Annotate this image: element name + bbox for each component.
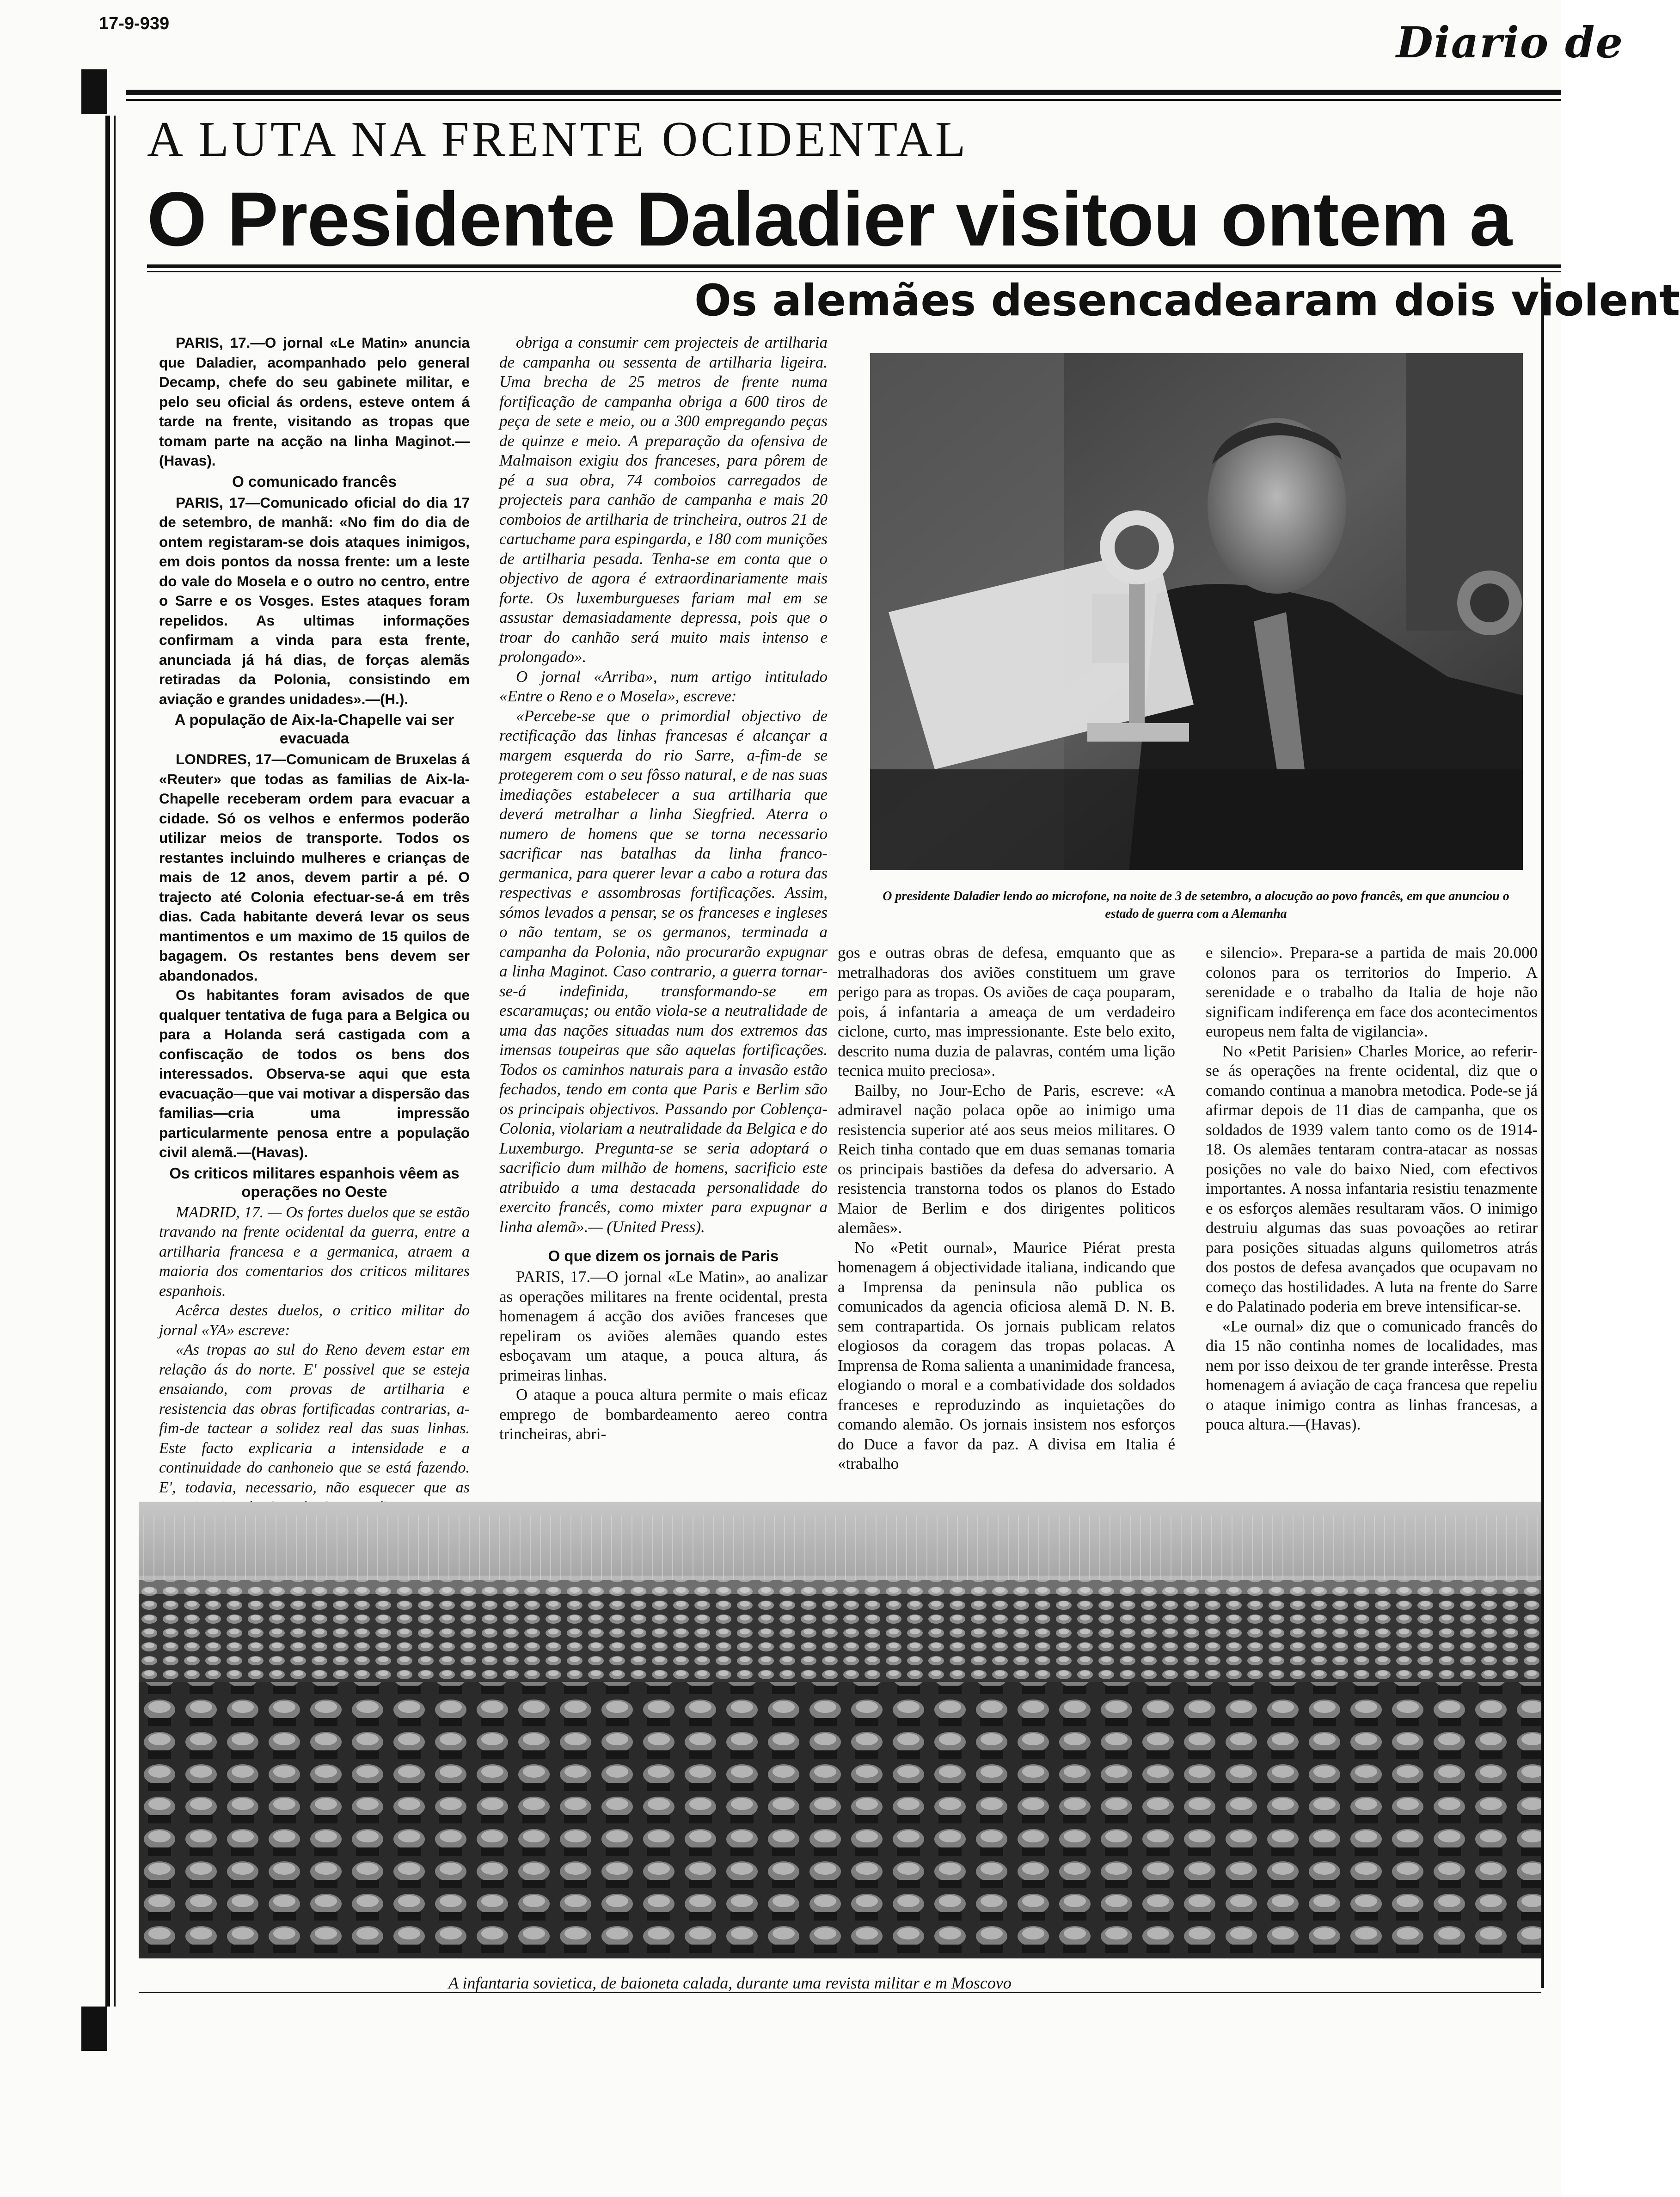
paragraph: Bailby, no Jour-Echo de Paris, escreve: «A admiravel nação polaca opõe ao inimigo uma resistencia superior até aos seus meios militares. O Reich tinha contado que em duas semanas tomaria os principais bastiões da defesa do adversario. A resistencia transtorna todos os planos do Estado Maior de Berlim e dos dirigentes politicos alemães». [838, 1081, 1175, 1237]
corner-marker-bottom [81, 2007, 107, 2051]
paragraph: «Le ournal» diz que o comunicado francês do dia 15 não continha nomes de localidades, mas nem por isso deixou de ter grande interêsse. Presta homenagem á aviação de caça francesa que repeliu o ataque inimigo contra as linhas francesas, a pouca altura.—(Havas). [1206, 1317, 1538, 1433]
article-column-1 [159, 333, 470, 1496]
soviet-photo-caption: A infantaria sovietica, de baioneta calada, durante uma revista militar e m Moscovo [448, 1974, 1012, 1992]
top-rule-thin [126, 99, 1561, 101]
section-kicker: A LUTA NA FRENTE OCIDENTAL [147, 112, 969, 167]
article-column-3 [838, 943, 1175, 1489]
article-column-4 [1206, 943, 1538, 1489]
corner-marker-top [81, 69, 107, 114]
paragraph: PARIS, 17.—O jornal «Le Matin», ao analizar as operações militares na frente ocidental, presta homenagem á acção dos aviões franceses que repeliram os aviões alemães quando estes esboçavam um ataque, a pouca altura, ás primeiras linhas. [499, 1268, 828, 1384]
paragraph: Os habitantes foram avisados de que qualquer tentativa de fuga para a Belgica ou para a Holanda será castigada com a confiscação de todos os bens dos interessados. Observa-se aqui que esta evacuação—que vai motivar a dispersão das familias—cria uma impressão particularmente penosa entre a população civil alemã.—(Havas). [159, 987, 470, 1160]
top-rule [126, 90, 1561, 95]
right-edge-rule [1541, 277, 1544, 1988]
section-heading: Os criticos militares espanhois vêem as operações no Oeste [169, 1164, 460, 1200]
section-heading: A população de Aix-la-Chapelle vai ser evacuada [174, 711, 454, 747]
paragraph: gos e outras obras de defesa, emquanto que as metralhadoras dos aviões constituem um grave perigo para as tropas. Os aviões de caça pouparam, pois, á infantaria a ameaça de um verdadeiro ciclone, curto, mas impressionante. Este belo exito, descrito numa duzia de palavras, contém uma lição tecnica muito preciosa». [838, 944, 1175, 1080]
page-date: 17-9-939 [99, 14, 170, 33]
masthead: Diario de [1396, 18, 1624, 68]
paragraph: LONDRES, 17—Comunicam de Bruxelas á «Reuter» que todas as familias de Aix-la-Chapelle receberam ordem para evacuar a cidade. Só os velhos e enfermos poderão utilizar meios de transporte. Todos os restantes incluindo mulheres e crianças de mais de 12 anos, devem partir a pé. O trajecto até Colonia efectuar-se-á em três dias. Cada habitante deverá levar os seus mantimentos e um maximo de 15 quilos de bagagem. Os restantes bens devem ser abandonados. [159, 751, 470, 984]
paragraph: O jornal «Arriba», num artigo intitulado «Entre o Reno e o Mosela», escreve: [499, 667, 828, 705]
paragraph: obriga a consumir cem projecteis de artilharia de campanha ou sessenta de artilharia ligeira. Uma brecha de 25 metros de frente numa fortificação de campanha obriga a 600 tiros de peça de sete e meio, ou a 300 empregando peças de quinze e meio. A preparação da ofensiva de Malmaison exigiu dos franceses, para pôrem de pé a sua obra, 74 comboios carregados de projecteis para canhão de campanha e mais 20 comboios de artilharia de trincheira, outros 21 de cartuchame para espingarda, e 180 com munições de artilharia pesada. Tenha-se em conta que o objectivo de agora é extraordinariamente mais forte. Os luxemburgueses fariam mal em se assustar demasiadamente depressa, pois que o troar do canhão será muito mais intenso e prolongado». [499, 333, 828, 666]
paragraph: «As tropas ao sul do Reno devem estar em relação ás do norte. E' possivel que se esteja ensaiando, com provas de artilharia e resistencia das obras fortificadas contrarias, a-fim-de tactear a solidez real das suas linhas. Este facto explicaria a intensidade e a continuidade do canhoneio que se está fazendo. E', todavia, necessario, não esquecer que as [159, 1341, 470, 1496]
soviet-infantry-photo [139, 1502, 1541, 1958]
paragraph: No «Petit Parisien» Charles Morice, ao referir-se ás operações na frente ocidental, diz que o comando continua a manobra metodica. Pode-se já afirmar depois de 11 dias de campanha, que os soldados de 1939 valem tanto como os de 1914-18. Os alemães tentaram contra-atacar as nossas posições no vale do baixo Nied, com efectivos importantes. A nossa infantaria resistiu tenazmente e os esforços alemães resultaram vãos. O inimigo destruiu algumas das suas povoações ao retirar para posições situadas alguns quilometros atrás dos postos de defesa avançados que ocupavam no começo das hostilidades. A luta na frente do Sarre e do Palatinado poderia em breve intensificar-se. [1206, 1042, 1538, 1315]
paragraph: PARIS, 17—Comunicado oficial do dia 17 de setembro, de manhã: «No fim do dia de ontem registaram-se dois ataques inimigos, em dois pontos da nossa frente: um a leste do vale do Mosela e o outro no centro, entre o Sarre e os Vosges. Estes ataques foram repelidos. As ultimas informações confirmam a vinda para esta frente, anunciada já há dias, de forças alemãs retiradas da Polonia, consistindo em aviação e grandes unidades».—(H.). [159, 494, 470, 707]
paragraph: «Percebe-se que o primordial objectivo de rectificação das linhas francesas é alcançar a margem esquerda do rio Sarre, a-fim-de se protegerem com o seu fôsso natural, e de nas suas imediações estabelecer a sua artilharia que deverá metralhar a linha Siegfried. Aterra o numero de homens que se torna necessario sacrificar nas batalhas da linha franco-germanica, para querer levar a cabo a rotura das respectivas e assombrosas fortificações. Assim, sómos levados a pensar, se os franceses e ingleses o não tentam, se os germanos, terminada a campanha da Polonia, não procurarão expugnar a linha Maginot. Caso contrario, a guerra tornar-se-á indefinida, transformando-se em escaramuças; ou então viola-se a neutralidade de uma das nações situadas num dos extremos das imensas toupeiras que são aquelas fortificações. Todos os caminhos naturais para a invasão estão fechados, tendo em conta que Paris e Berlim são os principais objectivos. Passando por Coblença-Colonia, violariam a neutralidade da Belgica e do Luxemburgo. Pregunta-se se seria adoptará o sacrificio dum milhão de homens, sacrificio este atribuido a uma destacada personalidade do exercito francês, como mixter para expugnar a linha alemã».— (United Press). [499, 706, 828, 1236]
headline-rule [147, 264, 1561, 268]
paragraph: No «Petit ournal», Maurice Piérat presta homenagem á objectividade italiana, indicando que a Imprensa da peninsula não publica os comunicados da agencia oficiosa alemã D. N. B. sem contrapartida. Os jornais publicam relatos elogiosos da coragem das tropas polacas. A Imprensa de Roma salienta a unanimidade francesa, elogiando o moral e a combatividade dos soldados franceses e reproduzindo as inquietações do comando alemão. Os jornais insistem nos esforços do Duce a favor da paz. A divisa em Italia é «trabalho [838, 1238, 1175, 1473]
paragraph: O ataque a pouca altura permite o mais eficaz emprego de bombardeamento aereo contra trincheiras, abri- [499, 1386, 828, 1443]
headline-rule-thin [147, 271, 1561, 272]
section-heading: O comunicado francês [232, 473, 397, 490]
main-headline: O Presidente Daladier visitou ontem a [147, 177, 1512, 262]
paragraph: MADRID, 17. — Os fortes duelos que se estão travando na frente ocidental da guerra, entre a artilharia francesa e a germanica, atraem a maioria dos comentarios dos criticos militares espanhois. [159, 1203, 470, 1300]
daladier-photo [870, 353, 1523, 870]
section-heading: O que dizem os jornais de Paris [548, 1247, 779, 1264]
left-border-rule-thin [114, 116, 116, 2007]
sub-headline: Os alemães desencadearam dois violent [694, 276, 1680, 326]
paragraph: e silencio». Prepara-se a partida de mais 20.000 colonos para os territorios do Imperio. A serenidade e o trabalho da Italia de hoje não significam indiferença em face dos acontecimentos europeus nem falta de vigilancia». [1206, 944, 1538, 1040]
daladier-photo-caption: O presidente Daladier lendo ao microfone, na noite de 3 de setembro, a alocução ao povo francês, em que anunciou o estado de guerra com a Alemanha [883, 889, 1509, 921]
article-column-2 [499, 333, 828, 1489]
paragraph: PARIS, 17.—O jornal «Le Matin» anuncia que Daladier, acompanhado pelo general Decamp, chefe do seu gabinete militar, e pelo seu oficial ás ordens, esteve ontem á tarde na frente, visitando as tropas que tomam parte na acção na linha Maginot.—(Havas). [159, 334, 470, 469]
left-border-rule [105, 116, 110, 2007]
paragraph: Acêrca destes duelos, o critico militar do jornal «YA» escreve: [159, 1302, 470, 1339]
